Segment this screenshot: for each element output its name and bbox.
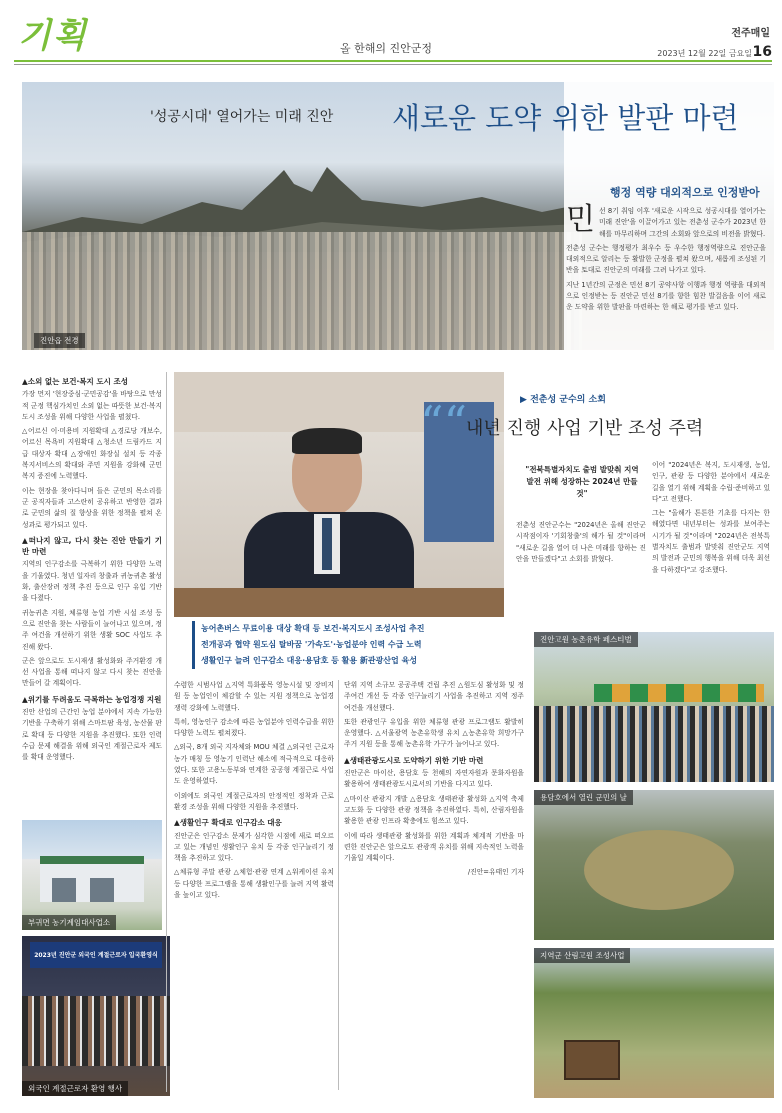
paragraph: △마이산 관광지 개발 △용담호 생태관광 활성화 △지역 축제 고도화 등 다양한 관광 정책을 추진하였다. 특히, 산림자원을 활용한 관광 인프라 확충에도 힘쓰고 있다. (344, 794, 524, 826)
forest-park-photo (534, 948, 774, 1098)
crowd (22, 996, 170, 1066)
lead-paragraph: 전춘성 군수는 행정평가 최우수 등 우수한 행정역량으로 진안군을 대외적으로 알리는 등 활발한 군정을 펼쳐 왔으며, 새롭게 조성된 기반을 토대로 진안군의 미래를 그려 나가고 있다. (566, 243, 766, 275)
article-deck (192, 621, 522, 669)
paragraph: 진안군은 인구감소 문제가 심각한 시점에 새로 떠오르고 있는 개념인 생활인구 유치 등 각종 인구늘리기 정책을 추진하고 있다. (174, 831, 334, 863)
deck-line: 농어촌버스 무료이용 대상 확대 등 보건·복지도시 조성사업 추진 (201, 624, 425, 633)
field (584, 830, 734, 910)
paragraph: 전춘성 진안군수는 "2024년은 올해 진안군 시작점이자 '기회창출'의 해가 될 것"이라며 "새로운 길을 열어 더 나은 미래를 향하는 진안을 만들겠다"고 소회를 밝혔다. (516, 521, 646, 563)
headline-small: '성공시대' 열어가는 미래 진안 (150, 109, 334, 125)
photo-caption: 지역군 산림고원 조성사업 (534, 948, 630, 963)
newspaper-name: 전주매일 (731, 28, 770, 39)
paragraph: 특히, 영농인구 감소에 따른 농업분야 인력수급을 위한 다양한 노력도 펼쳐졌다. (174, 717, 334, 738)
hair (292, 428, 362, 454)
quote-mark-icon: ““ (420, 396, 468, 450)
hero-lead (566, 202, 766, 317)
paragraph: 진안군은 마이산, 용담호 등 천혜의 자연자원과 문화자원을 활용하여 생태관광도시로서의 기반을 다지고 있다. (344, 769, 524, 789)
paragraph: 군은 앞으로도 도시재생 활성화와 주거환경 개선 사업을 통해 떠나지 않고 다시 찾는 진안을 만들어 갈 계획이다. (22, 656, 162, 688)
town-view (22, 232, 582, 350)
paragraph: 이외에도 외국인 계절근로자의 안정적인 정착과 근로환경 조성을 위해 다양한 지원을 추진했다. (174, 791, 334, 811)
paragraph: 그는 "올해가 튼튼한 기초를 다지는 한 해였다면 내년부터는 성과를 보여주는 시기가 될 것"이라며 "2024년은 전북특별자치도 출범과 발맞춰 진안군도 지역의 발전과 군민의 행복을 위해 더욱 최선을 다하겠다"고 강조했다. (652, 509, 771, 574)
paragraph: 수렴한 시범사업 △지역 특화품목 영농시설 및 장비지원 등 농업인이 체감할 수 있는 지원 정책으로 농업경쟁력 강화에 노력했다. (174, 681, 334, 712)
sign-board (564, 1040, 620, 1080)
lead-paragraph: 선 8기 취임 이후 '새로운 시작으로 성공시대를 열어가는 미래 진안'을 이끌어가고 있는 전춘성 군수가 2023년 한해를 마무리하며 그간의 소회와 앞으로의 비전을 밝혔다. (598, 207, 766, 238)
headline-large-b: 위한 발판 마련 (552, 101, 739, 135)
paragraph: 가장 먼저 '현장중심·군민공감'을 바탕으로 만성적 군정 핵심가치인 소외 없는 따뜻한 보건·복지 도시 조성을 위해 다양한 사업을 펼쳤다. (22, 390, 162, 421)
paragraph: △어르신 이·미용비 지원확대 △경로당 개보수, 어르신 목욕비 지원확대 △청소년 드림카드 지급 대상자 확대 △장애인 화장실 설치 등 각종 복지서비스의 확대와 주민 지원을 강화해 군민 복지 증진에 노력했다. (22, 427, 162, 481)
hero-subhead: 행정 역량 대외적으로 인정받아 (610, 186, 760, 199)
middle-column-b (344, 680, 524, 1100)
headline-large-a: 새로운 도약 (392, 101, 542, 135)
deck-line: 생활인구 늘려 인구감소 대응·용담호 등 활용 新관광산업 육성 (201, 656, 418, 665)
photo-caption: 진안고원 농촌유학 페스티벌 (534, 632, 638, 647)
paragraph: 또한 관광인구 유입을 위한 체류형 관광 프로그램도 활발히 운영했다. △서울광역 농촌유학생 유치 △농촌유학 희망가구 주거 지원 등을 통해 농촌유학 가구가 늘어나고 있다. (344, 717, 524, 749)
photo-caption: 부귀면 농기계임대사업소 (22, 915, 116, 930)
interview-label: ▶ 전춘성 군수의 소회 (520, 395, 606, 405)
header-rule (14, 60, 772, 62)
section-heading: ▲떠나지 않고, 다시 찾는 진안 만들기 기반 마련 (22, 535, 162, 557)
paragraph: △체류형 주말 관광 △체험·관광 연계 △워케이션 유치 등 다양한 프로그램을 통해 생활인구를 늘려 지역 활력을 높이고 있다. (174, 868, 334, 900)
paragraph: 지역의 인구감소를 극복하기 위한 다양한 노력을 기울였다. 청년 일자리 창출과 귀농귀촌 활성화, 출산장려 정책 추진 등으로 인구 유입 기반을 다졌다. (22, 560, 162, 603)
paragraph: 이에 따라 생태관광 활성화를 위한 계획과 체계적 기반을 마련한 진안군은 앞으로도 관광객 유치를 위해 지속적인 노력을 기울일 계획이다. (344, 831, 524, 863)
column-divider (166, 372, 167, 1092)
pull-quote: "전북특별자치도 출범 발맞춰 지역발전 위해 성장하는 2024년 만들 것" (525, 465, 639, 498)
tie (322, 518, 332, 570)
aerial-event-photo (534, 790, 774, 940)
festival-banner (594, 684, 764, 702)
dropcap: 민 (566, 202, 595, 237)
hero-photo-caption: 진안읍 전경 (34, 333, 85, 348)
section-heading: ▲생태관광도시로 도약하기 위한 기반 마련 (344, 755, 484, 765)
paragraph: 이는 현장을 찾아다니며 들은 군민의 목소리를 군 공직자들과 고스란히 공유하고 반영한 결과로 군민의 삶의 질 향상을 위한 정책을 펼쳐 온 성과로 평가되고 있다. (22, 486, 162, 529)
door (90, 878, 114, 902)
paragraph: 단위 지역 소규모 공공주택 건립 추진 △원도심 활성화 및 정주여건 개선 등 각종 인구늘리기 사업을 추진하고 지역 정주여건을 개선했다. (344, 681, 524, 712)
section-title: 올 한해의 진안군정 (340, 42, 433, 55)
paragraph: △외국, 8개 외국 지자체와 MOU 체결 △외국인 근로자 농가 매칭 등 영농기 인력난 해소에 적극적으로 대응하였다. 또한 고용노동부와 연계한 공공형 계절근로 사업도 운영하였다. (174, 743, 334, 786)
paragraph: 이어 "2024년은 복지, 도시재생, 농업, 인구, 관광 등 다양한 분야에서 새로운 길을 열기 위해 계획을 수립·준비하고 있다"고 전했다. (652, 461, 771, 503)
interview-label-text: 전춘성 군수의 소회 (530, 395, 606, 405)
door (52, 878, 76, 902)
desk (174, 588, 504, 617)
section-heading: ▲소외 없는 보건·복지 도시 조성 (22, 377, 129, 386)
deck-line: 전개공과 협약 원도심 탈바꿈 '가속도'·농업분야 인력 수급 노력 (201, 640, 422, 649)
interview-title: 내년 진행 사업 기반 조성 주력 (466, 418, 704, 439)
byline: /진안=유태인 기자 (467, 868, 524, 877)
issue-date: 2023년 12월 22일 금요일 (657, 49, 752, 58)
photo-caption: 용담호에서 열린 군민의 날 (534, 790, 633, 805)
lead-paragraph: 지난 1년간의 군정은 민선 8기 공약사항 이행과 행정 역량을 대외적으로 인정받는 등 진안군 민선 8기를 향한 힘찬 발걸음을 이어 새로운 도약을 위한 발판을 마련하는 한 해로 평가를 받고 있다. (566, 280, 766, 312)
section-heading: ▲위기를 두려움도 극복하는 농업경쟁 지원 (22, 694, 162, 704)
machinery-center-photo (22, 820, 162, 930)
column-divider (338, 680, 339, 1090)
paragraph: 귀농귀촌 지원, 체류형 농업 기반 시설 조성 등으로 진안을 찾는 사람들이 늘어나고 있으며, 정주 여건을 개선하기 위한 생활 SOC 사업도 추진해 왔다. (22, 608, 162, 651)
interview-text-b (652, 460, 770, 579)
paragraph: 진안 산업의 근간인 농업 분야에서 지속 가능한 기반을 구축하기 위해 스마트팜 육성, 농산물 판로 확대 등 다양한 지원을 추진했다. 또한 인력 수급 문제 해결을 위해 외국인 계절근로자 제도를 확대 운영했다. (22, 708, 162, 762)
middle-column-a (174, 680, 334, 1090)
section-logo: 기획 (18, 16, 88, 56)
festival-photo (534, 632, 774, 782)
photo-caption: 외국인 계절근로자 환영 행사 (22, 1081, 128, 1096)
page-number: 16 (752, 44, 772, 60)
interview-text-a (516, 520, 646, 568)
event-banner: 2023년 진안군 외국인 계절근로자 입국환영식 (30, 942, 162, 968)
workers-event-photo (22, 936, 170, 1096)
crowd (534, 706, 774, 782)
section-heading: ▲생활인구 확대로 인구감소 대응 (174, 818, 282, 828)
header-rule-thin (14, 64, 772, 65)
left-column-text (22, 372, 162, 812)
